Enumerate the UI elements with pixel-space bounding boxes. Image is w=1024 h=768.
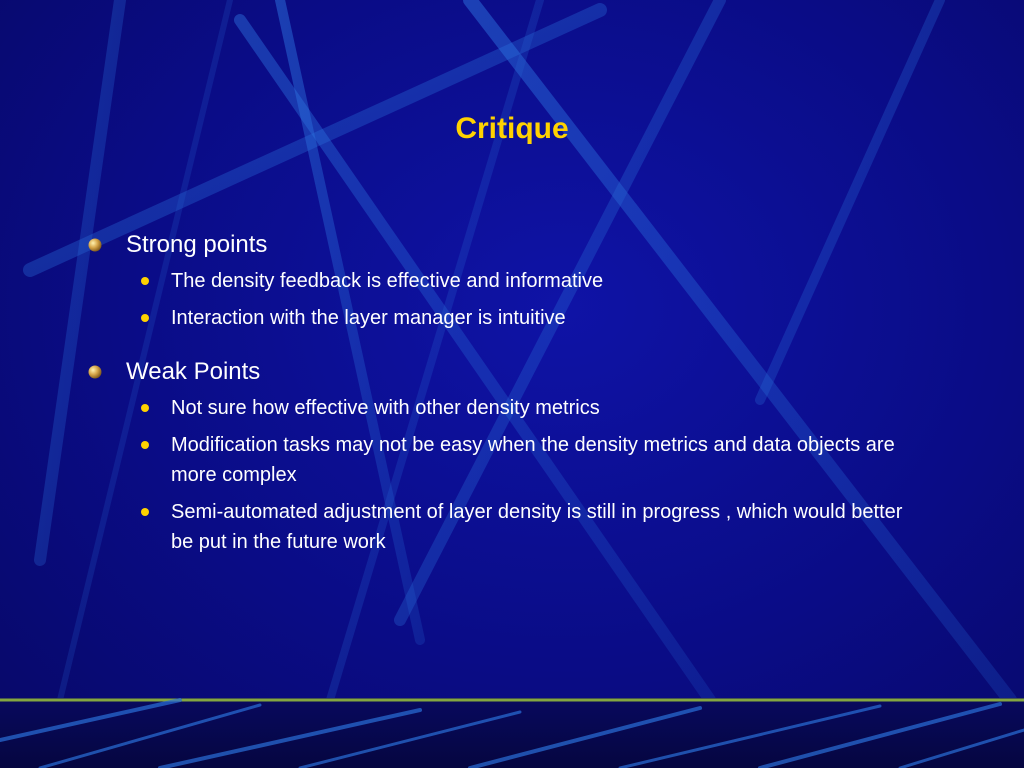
gold-sphere-icon — [88, 238, 102, 252]
section-heading: Weak Points — [126, 358, 261, 385]
section-heading: Strong points — [126, 231, 268, 258]
list-item-text: Modification tasks may not be easy when the density metrics and data objects are more complex — [171, 434, 895, 486]
slide-title: Critique — [455, 112, 569, 145]
list-item — [86, 430, 926, 490]
yellow-dot-icon — [141, 314, 149, 322]
yellow-dot-icon — [141, 277, 149, 285]
list-item — [86, 393, 926, 423]
list-item-text: Interaction with the layer manager is intuitive — [171, 307, 566, 329]
bullet-list — [86, 228, 926, 579]
yellow-dot-icon — [141, 441, 149, 449]
list-item — [86, 303, 926, 333]
list-item — [86, 228, 926, 262]
list-item — [86, 266, 926, 296]
list-item-text: The density feedback is effective and informative — [171, 270, 604, 292]
list-item-text: Not sure how effective with other density metrics — [171, 397, 600, 419]
list-item — [86, 355, 926, 389]
yellow-dot-icon — [141, 508, 149, 516]
gold-sphere-icon — [88, 365, 102, 379]
section-weak-points — [86, 355, 926, 557]
section-strong-points — [86, 228, 926, 333]
yellow-dot-icon — [141, 404, 149, 412]
list-item-text: Semi-automated adjustment of layer density is still in progress , which would better be put in the future work — [171, 501, 903, 553]
list-item — [86, 497, 926, 557]
